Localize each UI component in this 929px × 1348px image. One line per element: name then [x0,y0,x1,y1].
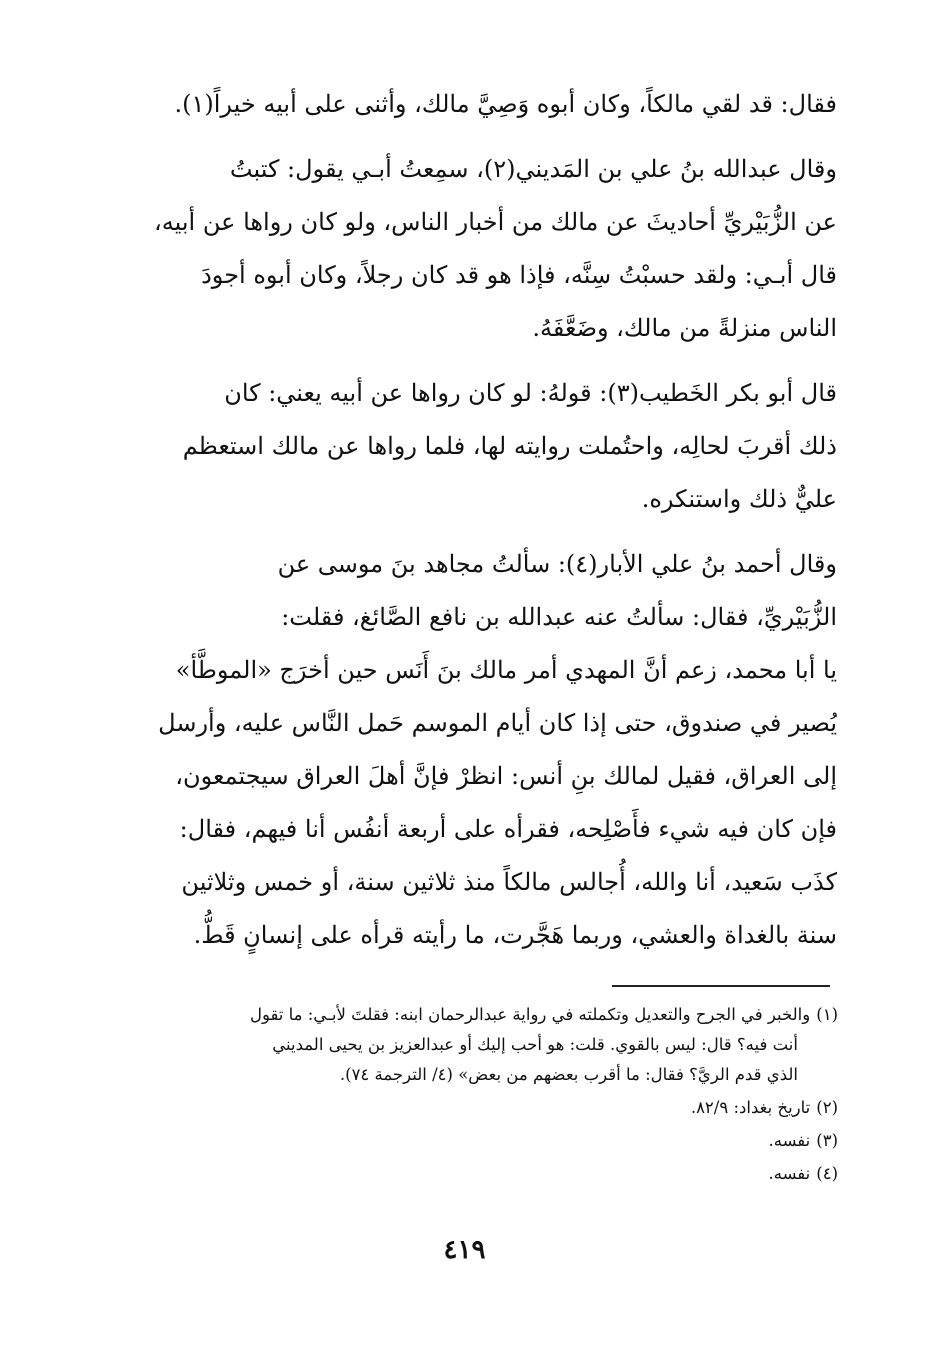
text-line: يا أبا محمد، زعم أنَّ المهدي أمر مالك بنَ أَنَس حين أخرَج «الموطَّأ» [175,656,837,684]
footnote-text: الذي قدم الريَّ؟ فقال: ما أقرب بعضهم من بعض» (٤/ الترجمة ٧٤). [339,1065,798,1084]
paragraph-3 [132,367,837,526]
footnote-text: نفسه. [768,1164,811,1183]
paragraph-1 [132,78,837,131]
footnote-text: تاريخ بغداد: ٨٢/٩. [690,1098,811,1117]
text-line: فإن كان فيه شيء فأَصْلِحه، فقرأه على أربعة أنفُس أنا فيهم، فقال: [179,815,837,843]
text-line: قال أبو بكر الخَطيب(٣): قولهُ: لو كان رواها عن أبيه يعني: كان [224,379,837,407]
text-line: كذَب سَعيد، أنا والله، أُجالس مالكاً منذ ثلاثين سنة، أو خمس وثلاثين [181,868,837,896]
text-line: الناس منزلةً من مالك، وضَعَّفَهُ. [532,314,837,342]
text-line: الزُّبَيْريِّ، فقال: سألتُ عنه عبدالله بن نافع الصَّائغ، فقلت: [281,603,837,631]
paragraph-4 [132,538,837,962]
main-text [132,78,837,974]
paragraph-2 [132,143,837,355]
footnote-text: والخبر في الجرح والتعديل وتكملته في رواية عبدالرحمان ابنه: فقلتَ لأبـي: ما تقول [249,1005,811,1024]
text-line: يُصير في صندوق، حتى إذا كان أيام الموسم حَمل النَّاس عليه، وأرسل [158,709,837,737]
footnote-3 [130,1126,838,1156]
footnote-text: نفسه. [768,1131,811,1150]
text-line: وقال عبدالله بنُ علي بن المَديني(٢)، سمِعتُ أبـي يقول: كتبتُ [229,155,837,183]
footnote-number: (١) [816,1005,838,1024]
text-line: سنة بالغداة والعشي، وربما هَجَّرت، ما رأيته قرأه على إنسانٍ قَطُّ. [193,921,837,949]
text-line: قال أبـي: ولقد حسبْتُ سِنَّه، فإذا هو قد كان رجلاً، وكان أبوه أجودَ [201,261,837,289]
footnote-2 [130,1093,838,1123]
footnotes [130,1000,838,1192]
text-line: فقال: قد لقي مالكاً، وكان أبوه وَصِيَّ مالك، وأثنى على أبيه خيراً(١). [174,90,837,118]
text-line: عليٌّ ذلك واستنكره. [641,485,837,513]
footnote-number: (٣) [816,1131,838,1150]
footnote-divider [612,985,830,987]
text-line: عن الزُّبَيْريِّ أحاديثَ عن مالك من أخبار الناس، ولو كان رواها عن أبيه، [154,208,837,236]
footnote-number: (٤) [816,1164,838,1183]
footnote-1 [130,1000,838,1090]
footnote-text: أنت فيه؟ قال: ليس بالقوي. قلت: هو أحب إليك أو عبدالعزيز بن يحيى المديني [272,1035,798,1054]
footnote-4 [130,1159,838,1189]
text-line: ذلك أقربَ لحالِه، واحتُملت روايته لها، فلما رواها عن مالك استعظم [182,432,837,460]
page-number: ٤١٩ [443,1235,486,1265]
text-line: إلى العراق، فقيل لمالك بنِ أنس: انظرْ فإنَّ أهلَ العراق سيجتمعون، [175,762,837,790]
text-line: وقال أحمد بنُ علي الأبار(٤): سألتُ مجاهد بنَ موسى عن [277,550,837,578]
footnote-number: (٢) [816,1098,838,1117]
